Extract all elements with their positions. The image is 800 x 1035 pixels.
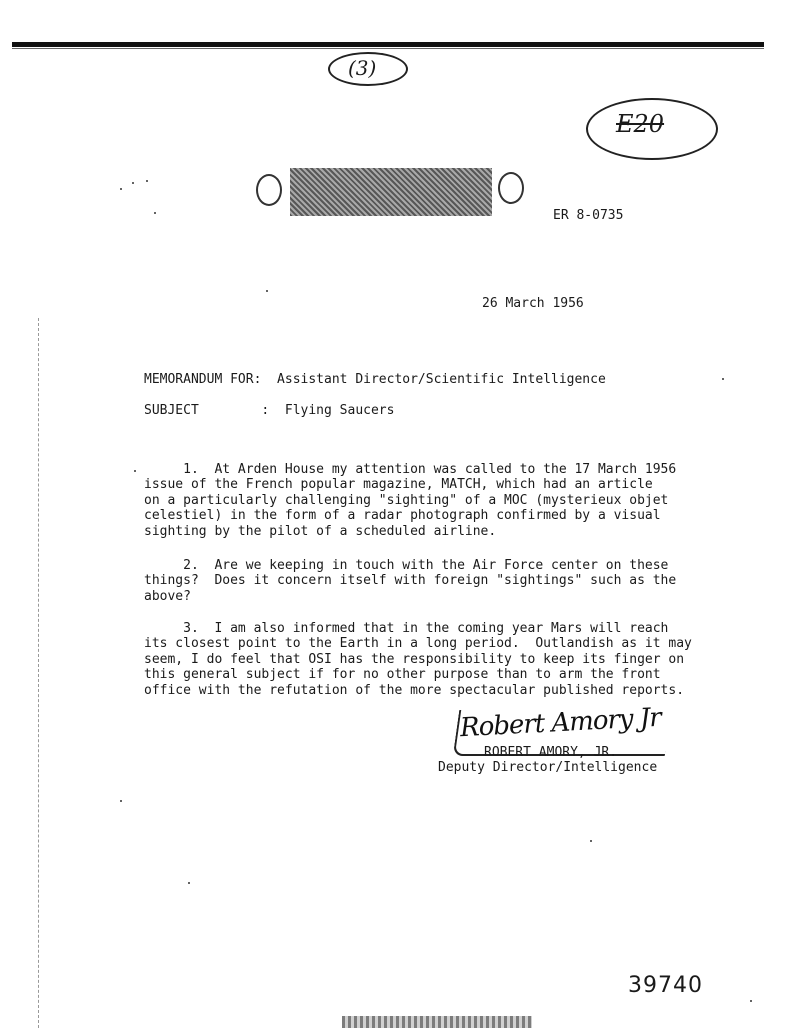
paragraph-2 bbox=[144, 558, 676, 604]
scan-speck bbox=[146, 180, 148, 182]
punch-hole-right bbox=[498, 172, 524, 204]
paragraph-line: celestiel) in the form of a radar photograph confirmed by a visual bbox=[144, 508, 661, 524]
scan-speck bbox=[132, 182, 134, 184]
scan-speck bbox=[750, 1000, 752, 1002]
paragraph-line: issue of the French popular magazine, MATCH, which had an article bbox=[144, 477, 653, 493]
page-number: 39740 bbox=[628, 973, 703, 998]
scan-speck bbox=[134, 470, 136, 472]
scan-speck bbox=[722, 378, 724, 380]
circled-mark-text: E20 bbox=[616, 110, 665, 138]
scan-speck bbox=[266, 290, 268, 292]
paragraph-line: its closest point to the Earth in a long period. Outlandish as it may bbox=[144, 636, 692, 652]
paragraph-line: on a particularly challenging "sighting" of a MOC (mysterieux objet bbox=[144, 492, 669, 508]
paragraph-line: office with the refutation of the more spectacular published reports. bbox=[144, 682, 685, 698]
stamp-number: (3) bbox=[348, 56, 377, 80]
signer-title: Deputy Director/Intelligence bbox=[438, 760, 658, 775]
scan-speck bbox=[590, 840, 592, 842]
paragraph-line: this general subject if for no other purpose than to arm the front bbox=[144, 667, 661, 683]
subject-line: SUBJECT : Flying Saucers bbox=[144, 403, 395, 418]
circled-mark bbox=[586, 98, 718, 160]
redacted-block bbox=[290, 168, 492, 216]
memo-for-line: MEMORANDUM FOR: Assistant Director/Scientific Intelligence bbox=[144, 372, 606, 387]
bottom-scan-artifact bbox=[342, 1016, 532, 1028]
paragraph-line: above? bbox=[144, 588, 191, 604]
paragraph-line: 2. Are we keeping in touch with the Air Force center on these bbox=[144, 558, 669, 573]
handwritten-signature: Robert Amory Jr bbox=[459, 702, 662, 744]
signer-name: ROBERT AMORY, JR. bbox=[484, 745, 618, 760]
scan-speck bbox=[188, 882, 190, 884]
top-border-line bbox=[12, 42, 764, 47]
stamp-oval bbox=[328, 52, 408, 86]
paragraph-line: things? Does it concern itself with foreign "sightings" such as the bbox=[144, 573, 677, 589]
memo-date: 26 March 1956 bbox=[482, 296, 584, 311]
punch-hole-left bbox=[256, 174, 282, 206]
paragraph-line: seem, I do feel that OSI has the responsibility to keep its finger on bbox=[144, 651, 685, 667]
paragraph-line: sighting by the pilot of a scheduled airline. bbox=[144, 523, 497, 539]
paragraph-3 bbox=[144, 621, 692, 698]
top-border-line-thin bbox=[12, 48, 764, 49]
paragraph-line: 1. At Arden House my attention was called to the 17 March 1956 bbox=[144, 462, 677, 477]
left-margin-line bbox=[38, 318, 40, 1028]
paragraph-1 bbox=[144, 462, 676, 539]
er-number: ER 8-0735 bbox=[553, 208, 624, 223]
scan-speck bbox=[120, 800, 122, 802]
paragraph-line: 3. I am also informed that in the coming year Mars will reach bbox=[144, 621, 669, 636]
scan-speck bbox=[120, 188, 122, 190]
scan-speck bbox=[154, 212, 156, 214]
